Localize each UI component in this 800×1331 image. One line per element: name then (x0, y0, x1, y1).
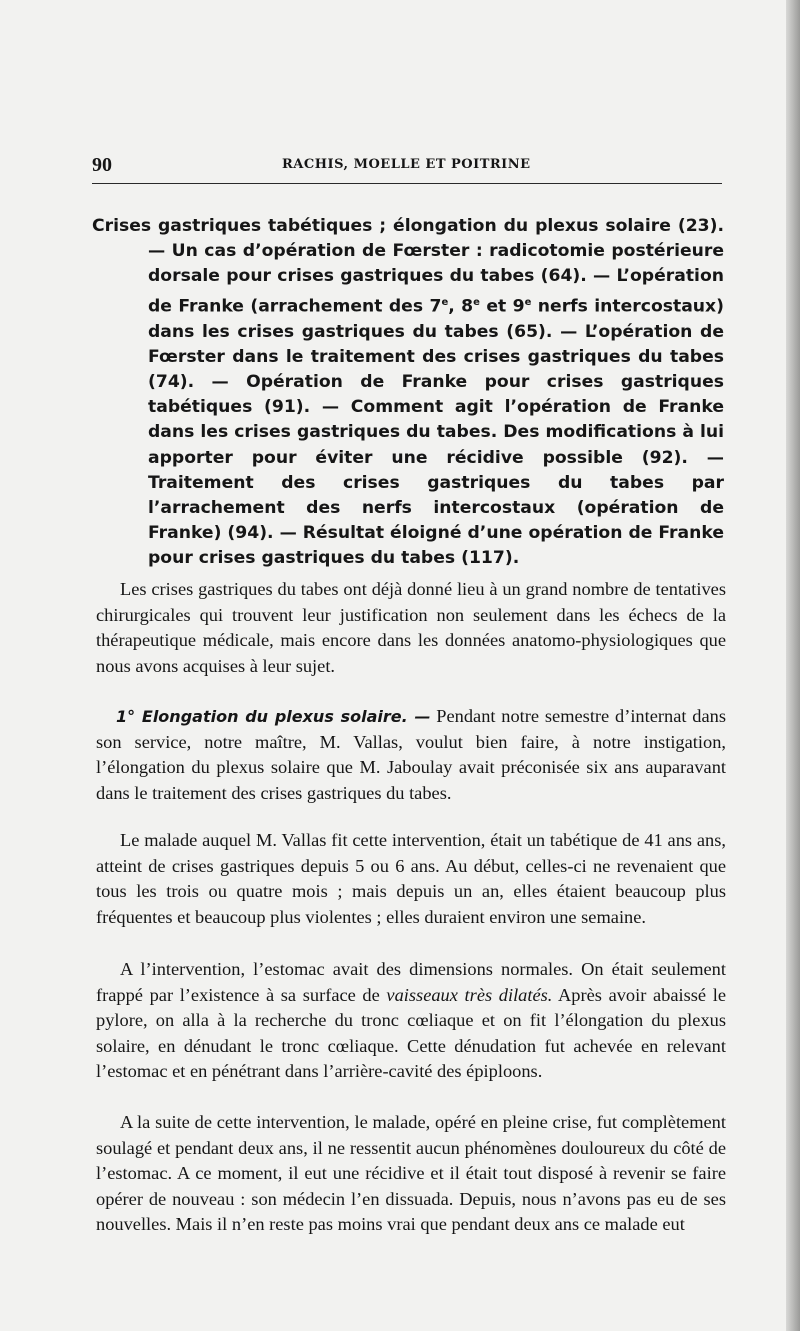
summary-text-1: Crises gastriques tabétiques ; élongation du plexus solaire (23). — Un cas d’opération de Fœrster : radicotomie postérieure dorsale pour crises gastriques du tabes (64). — L’opération de Franke (arrachement des 7 (92, 216, 724, 317)
page-edge-shadow (786, 0, 800, 1331)
summary-sup-3: e (524, 296, 532, 308)
case-paragraph: Le malade auquel M. Vallas fit cette intervention, était un tabétique de 41 ans ans, atteint de crises gastriques depuis 5 ou 6 ans. Au début, celles-ci ne revenaient que tous les trois ou quatre mois ; mais depuis un an, elles étaient beaucoup plus fréquentes et beaucoup plus violentes ; elles duraient environ une semaine. (96, 830, 726, 927)
chapter-summary (92, 214, 724, 572)
operation-text-after: Après avoir abaissé le pylore, on alla à la recherche du tronc cœliaque et on fit l’élongation du plexus solaire, en dénudant le tronc cœliaque. Cette dénudation fut achevée en relevant l’estomac et en pénétrant dans l’arrière-cavité des épiploons. (96, 984, 726, 1081)
intro-paragraph: Les crises gastriques du tabes ont déjà donné lieu à un grand nombre de tentatives chirurgicales qui trouvent leur justification non seulement dans les échecs de la thérapeutique médicale, mais encore dans les données anatomo-physiologiques que nous avons acquises à leur sujet. (96, 579, 726, 676)
section-title: 1° Elongation du plexus solaire. — (116, 707, 431, 726)
section-text: Pendant notre semestre d’internat dans son service, notre maître, M. Vallas, voulut bien faire, à notre instigation, l’élongation du plexus solaire que M. Jaboulay avait préconisée six ans auparavant dans le traitement des crises gastriques du tabes. (96, 706, 726, 803)
running-head: RACHIS, MOELLE ET POITRINE (282, 157, 531, 172)
summary-sup-2: e (473, 296, 480, 308)
page-number: 90 (92, 154, 112, 176)
summary-text-4: nerfs intercostaux) dans les crises gastriques du tabes (65). — L’opération de Fœrster dans le traitement des crises gastriques du tabes (74). — Opération de Franke pour crises gastriques tabétiques (91). — Comment agit l’opération de Franke dans les crises gastriques du tabes. Des modifications à lui apporter pour éviter une récidive possible (92). — Traitement des crises gastriques du tabes par l’arrachement des nerfs intercostaux (opération de Franke) (94). — Résultat éloigné d’une opération de Franke pour crises gastriques du tabes (117). (148, 296, 724, 569)
page-header (92, 148, 722, 182)
operation-paragraph (96, 957, 726, 1085)
operation-italic: vaisseaux très dilatés. (386, 984, 553, 1005)
summary-text-3: et 9 (479, 296, 525, 317)
result-paragraph: A la suite de cette intervention, le malade, opéré en pleine crise, fut complètement soulagé et pendant deux ans, il ne ressentit aucun phénomènes douloureux du côté de l’estomac. A ce moment, il eut une récidive et il était tout disposé à revenir se faire opérer de nouveau : son médecin l’en dissuada. Depuis, nous n’avons pas eu de ses nouvelles. Mais il n’en reste pas moins vrai que pendant deux ans ce malade eut (96, 1112, 726, 1234)
summary-sup-1: e (441, 296, 449, 308)
summary-text-2: , 8 (448, 296, 474, 317)
header-rule (92, 183, 722, 184)
operation-text-before: A l’intervention, l’estomac avait des dimensions normales. On était seulement frappé par l’existence à sa surface de (96, 959, 726, 1005)
section-paragraph (96, 704, 726, 806)
